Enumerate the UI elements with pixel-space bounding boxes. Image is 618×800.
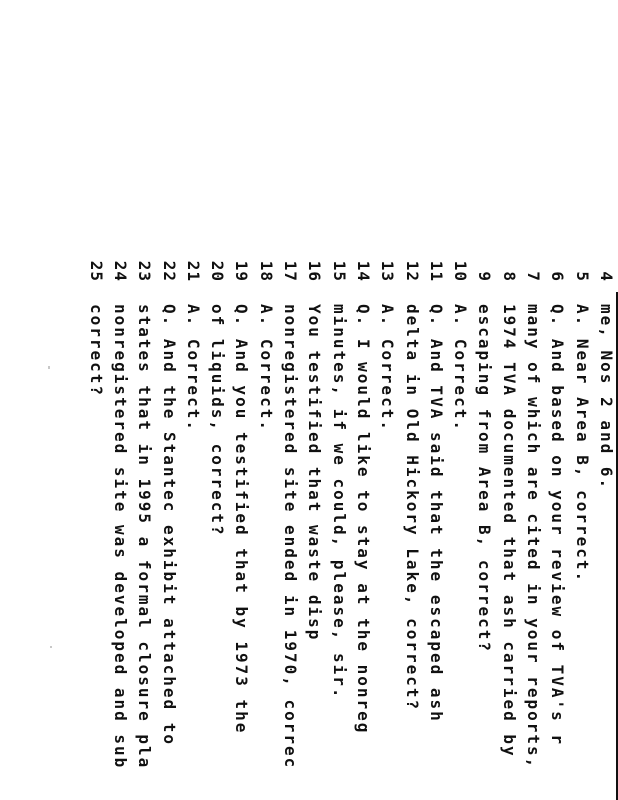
line-number: 8	[499, 271, 519, 282]
transcript-line	[570, 0, 592, 800]
line-text: correct?	[86, 304, 106, 398]
line-text: A. Correct.	[378, 304, 398, 432]
transcript-line	[278, 0, 300, 800]
line-text: You testified that waste disp	[305, 304, 325, 642]
line-text: Q. And TVA said that the escaped ash	[426, 304, 446, 723]
transcript-line	[108, 0, 130, 800]
transcript-line	[157, 0, 179, 800]
line-number: 18	[256, 260, 276, 282]
line-text: A. Correct.	[183, 304, 203, 432]
line-number: 6	[548, 271, 568, 282]
line-text: Q. And you testified that by 1973 the	[232, 304, 252, 735]
line-text: me, Nos 2 and 6.	[597, 304, 616, 491]
transcript-line	[302, 0, 324, 800]
line-text: of liquids, correct?	[208, 304, 228, 537]
line-text: minutes, if we could, please, sir.	[329, 304, 349, 700]
transcript-line	[545, 0, 567, 800]
transcript-line	[230, 0, 252, 800]
line-number: 23	[135, 260, 155, 282]
line-text: escaping from Area B, correct?	[475, 304, 495, 653]
line-text: states that in 1995 a formal closure pla	[135, 304, 155, 770]
line-text: Q. And the Stantec exhibit attached to	[159, 304, 179, 747]
transcript-line	[254, 0, 276, 800]
transcript-line	[375, 0, 397, 800]
transcript-line	[351, 0, 373, 800]
line-text: Q. And based on your review of TVA's r	[548, 304, 568, 747]
line-number: 15	[329, 260, 349, 282]
line-number: 12	[402, 260, 422, 282]
line-number: 10	[451, 260, 471, 282]
line-text: nonregistered site was developed and sub	[111, 304, 130, 770]
line-text: A. Correct.	[451, 304, 471, 432]
line-text: 1974 TVA documented that ash carried by	[499, 304, 519, 758]
line-text: nonregistered site ended in 1970, correc	[281, 304, 301, 770]
line-text: many of which are cited in your reports,	[524, 304, 544, 770]
line-text: A. Correct.	[256, 304, 276, 432]
transcript-line	[400, 0, 422, 800]
line-number: 19	[232, 260, 252, 282]
transcript-line	[521, 0, 543, 800]
transcript-line	[424, 0, 446, 800]
transcript-line	[594, 0, 616, 800]
line-number: 22	[159, 260, 179, 282]
transcript-line	[327, 0, 349, 800]
line-number: 13	[378, 260, 398, 282]
transcript-line	[84, 0, 106, 800]
transcript-line	[473, 0, 495, 800]
line-number: 4	[597, 271, 616, 282]
line-number: 21	[183, 260, 203, 282]
line-text: Q. I would like to stay at the nonreg	[354, 304, 373, 735]
transcript-line	[181, 0, 203, 800]
line-number: 17	[281, 260, 301, 282]
line-number: 7	[524, 271, 544, 282]
line-number: 16	[305, 260, 325, 282]
line-number: 25	[86, 260, 106, 282]
line-number: 11	[426, 260, 446, 282]
transcript-line	[132, 0, 154, 800]
line-number: 24	[111, 260, 130, 282]
line-number: 5	[572, 271, 592, 282]
line-text: A. Near Area B, correct.	[572, 304, 592, 584]
transcript-line	[205, 0, 227, 800]
line-number: 9	[475, 271, 495, 282]
line-text: delta in Old Hickory Lake, correct?	[402, 304, 422, 712]
line-number: 14	[354, 260, 373, 282]
transcript-line	[448, 0, 470, 800]
line-number: 20	[208, 260, 228, 282]
transcript-line	[497, 0, 519, 800]
